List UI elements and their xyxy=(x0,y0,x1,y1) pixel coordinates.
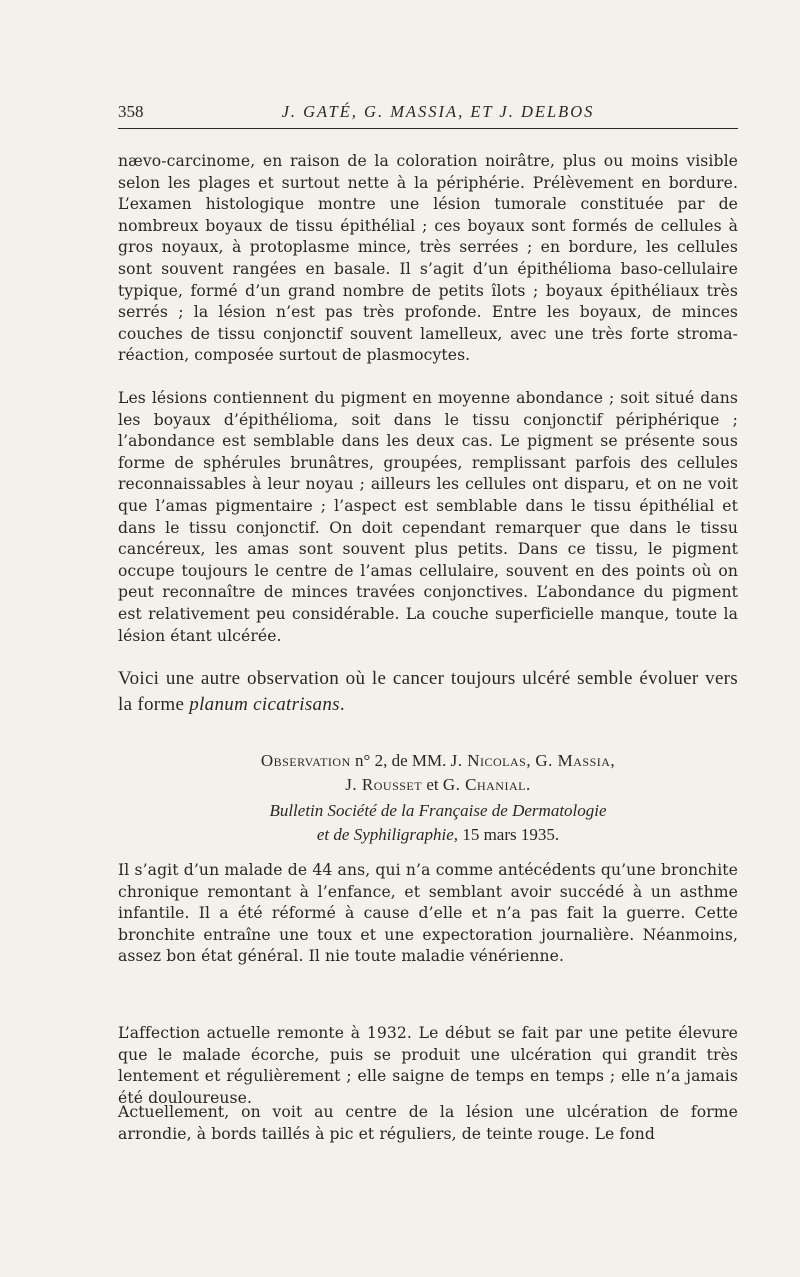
observation-number: n° 2, xyxy=(355,751,388,770)
running-head: J. GATÉ, G. MASSIA, ET J. DELBOS xyxy=(281,102,595,121)
paragraph-current-affection: L’affection actuelle remonte à 1932. Le début se fait par une petite élevure que le malade écorche, puis se produit une ulcération qui grandit très lentement et régulièrement ; elle saigne de temps en temps ; elle n’a jamais été douloureuse. xyxy=(118,1024,738,1107)
paragraph-histology: nævo-carcinome, en raison de la coloration noirâtre, plus ou moins visible selon les plages et surtout nette à la périphérie. Prélèvement en bordure. L’examen histologique montre une lésion tumorale constituée par de nombreux boyaux de tissu épithélial ; ces boyaux sont formés de cellules à gros noyaux, à protoplasme mince, très serrées ; en bordure, les cellules sont souvent rangées en basale. Il s’agit d’un épithélioma baso-cellulaire typique, formé d’un grand nombre de petits îlots ; boyaux épithéliaux très serrés ; la lésion n’est pas très profonde. Entre les boyaux, de minces couches de tissu conjonctif souvent lamelleux, avec une très forte stroma-réaction, composée surtout de plasmocytes. xyxy=(118,152,738,365)
bulletin-citation xyxy=(118,799,758,847)
observation-author-4: G. Chanial. xyxy=(442,775,531,794)
observation-by: de MM. xyxy=(391,751,447,770)
page-header xyxy=(118,102,738,129)
bulletin-line-1: Bulletin Société de la Française de Dermatologie xyxy=(269,801,607,820)
intro-italic-term: planum cicatrisans xyxy=(189,694,340,715)
paragraph-intro-observation xyxy=(118,666,738,718)
bulletin-line-2: et de Syphiligraphie, xyxy=(316,825,459,844)
observation-author-2: G. Massia, xyxy=(535,751,616,770)
paragraph-current-state: Actuellement, on voit au centre de la lésion une ulcération de forme arrondie, à bords taillés à pic et réguliers, de teinte rouge. Le fond xyxy=(118,1103,738,1143)
observation-author-3: J. Rousset xyxy=(345,775,423,794)
observation-heading xyxy=(118,749,758,797)
observation-label: Observation xyxy=(260,751,351,770)
paragraph-pigment: Les lésions contiennent du pigment en moyenne abondance ; soit situé dans les boyaux d’épithélioma, soit dans le tissu conjonctif périphérique ; l’abondance est semblable dans les deux cas. Le pigment se présente sous forme de sphérules brunâtres, groupées, remplissant parfois des cellules reconnaissables à leur noyau ; ailleurs les cellules ont disparu, et on ne voit que l’amas pigmentaire ; l’aspect est semblable dans le tissu épithélial et dans le tissu conjonctif. On doit cependant remarquer que dans le tissu cancéreux, les amas sont souvent plus petits. Dans ce tissu, le pigment occupe toujours le centre de l’amas cellulaire, souvent en des points où on peut reconnaître de minces travées conjonctives. L’abondance du pigment est relativement peu considérable. La couche superficielle manque, toute la lésion étant ulcérée. xyxy=(118,389,738,645)
bulletin-date: 15 mars 1935. xyxy=(462,825,560,844)
page-number: 358 xyxy=(118,102,144,121)
observation-and: et xyxy=(426,775,439,794)
intro-text: Voici une autre observation où le cancer toujours ulcéré semble évoluer vers la forme xyxy=(118,668,738,715)
intro-end: . xyxy=(339,694,345,715)
paragraph-patient-history: Il s’agit d’un malade de 44 ans, qui n’a comme antécédents qu’une bronchite chronique remontant à l’enfance, et semblant avoir succédé à un asthme infantile. Il a été réformé à cause d’elle et n’a pas fait la guerre. Cette bronchite entraîne une toux et une expectoration journalière. Néanmoins, assez bon état général. Il nie toute maladie vénérienne. xyxy=(118,861,738,966)
observation-author-1: J. Nicolas, xyxy=(450,751,532,770)
